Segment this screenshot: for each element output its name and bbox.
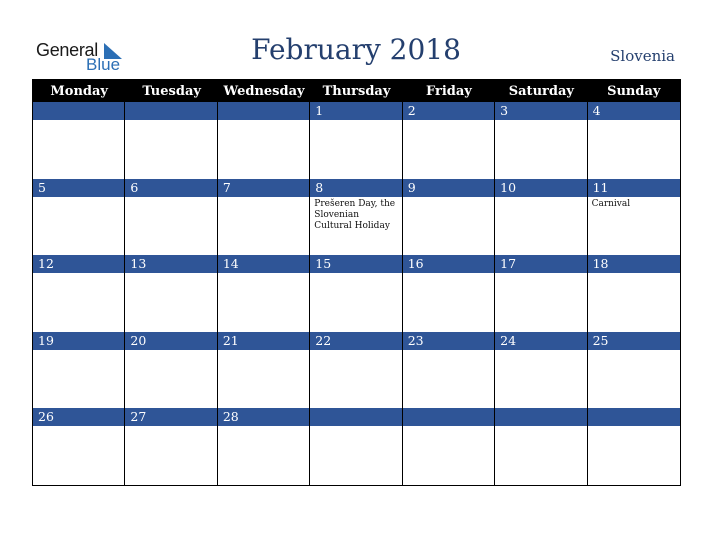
day-event: [495, 120, 586, 179]
day-event: [310, 273, 401, 332]
day-event: [495, 273, 586, 332]
day-cell[interactable]: [588, 102, 680, 179]
weekday-thursday: Thursday: [322, 83, 391, 99]
day-number: 10: [495, 179, 586, 197]
weekday-header: [33, 80, 680, 102]
day-cell[interactable]: [403, 255, 495, 332]
calendar-week-row: [33, 408, 680, 485]
day-cell[interactable]: [588, 408, 680, 485]
day-event: [218, 273, 309, 332]
day-number: 6: [125, 179, 216, 197]
day-number: 18: [588, 255, 680, 273]
day-cell[interactable]: [33, 408, 125, 485]
logo-general-text: General: [36, 40, 98, 60]
day-number: [33, 102, 124, 120]
day-cell[interactable]: [495, 408, 587, 485]
day-cell[interactable]: [218, 179, 310, 256]
day-cell[interactable]: [125, 179, 217, 256]
day-number: [218, 102, 309, 120]
day-number: 19: [33, 332, 124, 350]
day-cell[interactable]: [125, 102, 217, 179]
day-event: [403, 273, 494, 332]
day-number: 2: [403, 102, 494, 120]
day-number: 26: [33, 408, 124, 426]
day-number: [495, 408, 586, 426]
weekday-wednesday: Wednesday: [223, 83, 305, 99]
calendar-week-row: [33, 102, 680, 179]
day-cell[interactable]: [588, 332, 680, 409]
day-event: [218, 197, 309, 256]
day-event: [403, 426, 494, 485]
day-event: [33, 350, 124, 409]
day-event: [33, 426, 124, 485]
day-number: 24: [495, 332, 586, 350]
day-event: [495, 426, 586, 485]
day-cell[interactable]: [33, 255, 125, 332]
day-cell[interactable]: [403, 408, 495, 485]
day-event: [125, 120, 216, 179]
day-event: [495, 197, 586, 256]
day-event: [310, 426, 401, 485]
day-cell[interactable]: [310, 179, 402, 256]
day-cell[interactable]: [218, 255, 310, 332]
calendar-weeks: [33, 102, 680, 485]
weekday-monday: Monday: [50, 83, 108, 99]
day-number: 12: [33, 255, 124, 273]
day-event: Carnival: [591, 198, 631, 209]
day-number: [125, 102, 216, 120]
day-event: [403, 350, 494, 409]
day-cell[interactable]: [218, 408, 310, 485]
day-event: Prešeren Day, the Slovenian Cultural Holiday: [314, 198, 396, 231]
day-event: [33, 120, 124, 179]
day-number: 14: [218, 255, 309, 273]
day-cell[interactable]: [403, 179, 495, 256]
day-cell[interactable]: [310, 408, 402, 485]
calendar-week-row: [33, 179, 680, 256]
day-number: 22: [310, 332, 401, 350]
day-cell[interactable]: [33, 332, 125, 409]
day-number: 4: [588, 102, 680, 120]
day-number: 23: [403, 332, 494, 350]
day-number: 16: [403, 255, 494, 273]
calendar-week-row: [33, 332, 680, 409]
day-number: 15: [310, 255, 401, 273]
day-event: [588, 273, 680, 332]
day-number: 7: [218, 179, 309, 197]
day-event: [218, 426, 309, 485]
day-number: 17: [495, 255, 586, 273]
day-cell[interactable]: [495, 179, 587, 256]
day-cell[interactable]: [125, 408, 217, 485]
day-number: 28: [218, 408, 309, 426]
weekday-sunday: Sunday: [607, 83, 661, 99]
day-cell[interactable]: [125, 255, 217, 332]
day-cell[interactable]: [33, 102, 125, 179]
day-cell[interactable]: [218, 102, 310, 179]
day-event: [218, 350, 309, 409]
day-number: 5: [33, 179, 124, 197]
day-event: [310, 120, 401, 179]
day-number: [588, 408, 680, 426]
day-number: [310, 408, 401, 426]
calendar-grid: [32, 79, 681, 486]
day-number: 3: [495, 102, 586, 120]
day-cell[interactable]: [403, 332, 495, 409]
weekday-saturday: Saturday: [508, 83, 574, 99]
day-number: 11: [588, 179, 680, 197]
day-event: [125, 273, 216, 332]
day-cell[interactable]: [33, 179, 125, 256]
day-cell[interactable]: [218, 332, 310, 409]
day-number: [403, 408, 494, 426]
day-cell[interactable]: [310, 255, 402, 332]
day-event: [218, 120, 309, 179]
day-number: 13: [125, 255, 216, 273]
day-cell[interactable]: [403, 102, 495, 179]
day-number: 20: [125, 332, 216, 350]
day-event: [125, 426, 216, 485]
day-event: [33, 273, 124, 332]
weekday-tuesday: Tuesday: [142, 83, 201, 99]
day-event: [495, 350, 586, 409]
day-number: 25: [588, 332, 680, 350]
calendar-week-row: [33, 255, 680, 332]
day-cell[interactable]: [495, 332, 587, 409]
day-cell[interactable]: [588, 179, 680, 256]
country-label: Slovenia: [610, 47, 675, 65]
day-event: [125, 197, 216, 256]
day-event: [588, 426, 680, 485]
logo-blue-text: Blue: [86, 55, 121, 74]
day-cell[interactable]: [588, 255, 680, 332]
day-event: [310, 350, 401, 409]
day-event: [403, 120, 494, 179]
page-title: February 2018: [251, 33, 461, 66]
weekday-friday: Friday: [425, 83, 472, 99]
day-event: [403, 197, 494, 256]
day-event: [33, 197, 124, 256]
day-event: [125, 350, 216, 409]
day-number: 21: [218, 332, 309, 350]
day-cell[interactable]: [310, 102, 402, 179]
day-number: 1: [310, 102, 401, 120]
day-cell[interactable]: [125, 332, 217, 409]
day-event: [588, 350, 680, 409]
day-cell[interactable]: [495, 102, 587, 179]
day-cell[interactable]: [310, 332, 402, 409]
day-number: 27: [125, 408, 216, 426]
day-cell[interactable]: [495, 255, 587, 332]
day-number: 9: [403, 179, 494, 197]
day-number: 8: [310, 179, 401, 197]
day-event: [588, 120, 680, 179]
